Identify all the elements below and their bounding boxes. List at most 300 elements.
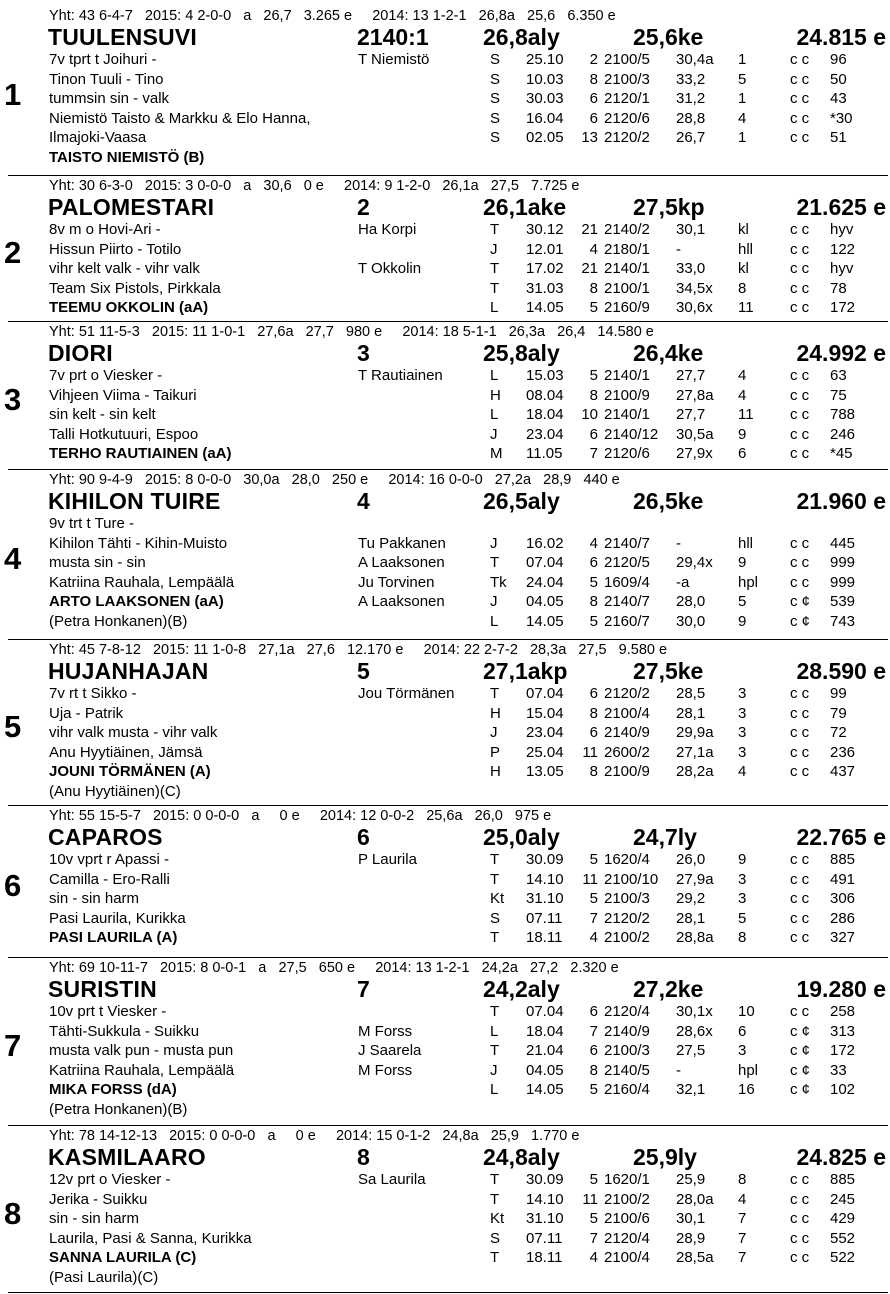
start-odds: hyv xyxy=(830,221,854,238)
start-race-number: 8 xyxy=(589,704,598,722)
start-odds: 51 xyxy=(830,129,847,147)
start-odds: 445 xyxy=(830,534,856,552)
start-distance-lane: 2100/6 xyxy=(604,1210,650,1228)
past-driver: T Okkolin xyxy=(358,260,422,278)
start-km-time: 30,1 xyxy=(676,1210,706,1228)
bottom-divider xyxy=(8,1292,888,1293)
start-odds: 72 xyxy=(830,724,847,742)
start-shoes: c c xyxy=(790,367,810,384)
start-track: T xyxy=(490,1171,500,1188)
start-placing: 4 xyxy=(738,109,747,127)
total-earnings: 24.815 e xyxy=(796,24,886,50)
start-odds: 75 xyxy=(830,386,847,404)
record-auto: 24,2aly xyxy=(483,976,560,1002)
start-distance-lane: 2140/1 xyxy=(604,406,650,424)
start-odds: 429 xyxy=(830,1210,856,1228)
start-km-time: 30,5a xyxy=(676,425,714,443)
info-line: 10v prt t Viesker - xyxy=(49,1003,167,1020)
start-odds: 258 xyxy=(830,1003,856,1020)
info-line: sin kelt - sin kelt xyxy=(49,406,156,424)
start-row xyxy=(490,1248,870,1268)
start-shoes: c c xyxy=(790,1190,810,1208)
start-date: 31.10 xyxy=(526,890,564,908)
start-placing: 9 xyxy=(738,612,747,630)
start-date: 15.04 xyxy=(526,704,564,722)
start-date: 23.04 xyxy=(526,425,564,443)
info-line: Niemistö Taisto & Markku & Elo Hanna, xyxy=(49,109,311,127)
start-track: T xyxy=(490,870,500,888)
start-shoes: c c xyxy=(790,1229,810,1247)
career-summary: Yht: 51 11-5-3 2015: 11 1-0-1 27,6a 27,7 980 e 2014: 18 5-1-1 26,3a 26,4 14.580 e xyxy=(49,324,654,340)
record-volt: 25,6ke xyxy=(633,24,704,50)
start-distance-lane: 2100/1 xyxy=(604,279,650,297)
entry-divider xyxy=(8,175,888,176)
start-shoes: c c xyxy=(790,1210,810,1228)
start-distance-lane: 2120/4 xyxy=(604,1229,650,1247)
start-placing: 3 xyxy=(738,890,747,908)
horse-name: PALOMESTARI xyxy=(48,194,215,220)
start-track: S xyxy=(490,70,501,88)
start-row xyxy=(490,889,870,909)
start-row xyxy=(490,612,870,632)
horse-name: KIHILON TUIRE xyxy=(48,488,221,514)
past-driver: Tu Pakkanen xyxy=(358,534,446,552)
start-row xyxy=(490,704,870,724)
driver-name: TERHO RAUTIAINEN (aA) xyxy=(49,445,232,463)
start-date: 04.05 xyxy=(526,593,564,611)
record-volt: 26,5ke xyxy=(633,488,704,514)
info-line: Jerika - Suikku xyxy=(49,1190,148,1208)
start-track: T xyxy=(490,1003,500,1020)
start-distance-lane: 2140/9 xyxy=(604,724,650,742)
start-distance-lane: 2100/4 xyxy=(604,1249,650,1267)
start-date: 31.10 xyxy=(526,1210,564,1228)
total-earnings: 22.765 e xyxy=(796,824,886,850)
record-auto: 25,0aly xyxy=(483,824,560,850)
horse-name: TUULENSUVI xyxy=(48,24,197,50)
driver-name: TEEMU OKKOLIN (aA) xyxy=(49,299,209,317)
career-summary: Yht: 30 6-3-0 2015: 3 0-0-0 a 30,6 0 e 2014: 9 1-2-0 26,1a 27,5 7.725 e xyxy=(49,178,580,194)
start-odds: 172 xyxy=(830,1042,856,1060)
start-race-number: 11 xyxy=(582,870,598,888)
start-track: L xyxy=(490,406,499,424)
entry-block xyxy=(0,322,890,470)
past-driver: T Niemistö xyxy=(358,51,430,68)
start-shoes: c c xyxy=(790,534,810,552)
start-placing: 3 xyxy=(738,704,747,722)
start-km-time: 28,0a xyxy=(676,1190,714,1208)
start-shoes: c c xyxy=(790,109,810,127)
start-shoes: c c xyxy=(790,51,810,68)
start-row xyxy=(490,366,870,386)
start-date: 14.05 xyxy=(526,299,564,317)
start-placing: 3 xyxy=(738,870,747,888)
start-date: 10.03 xyxy=(526,70,564,88)
info-line: Anu Hyytiäinen, Jämsä xyxy=(49,743,203,761)
start-placing: 5 xyxy=(738,593,747,611)
start-placing: 1 xyxy=(738,51,747,68)
start-km-time: 30,0 xyxy=(676,612,706,630)
start-race-number: 6 xyxy=(589,1003,598,1020)
start-placing: 3 xyxy=(738,1042,747,1060)
start-track: S xyxy=(490,51,501,68)
start-track: T xyxy=(490,554,500,572)
start-odds: 522 xyxy=(830,1249,856,1267)
record-volt: 27,2ke xyxy=(633,976,704,1002)
start-race-number: 8 xyxy=(589,70,598,88)
start-odds: 78 xyxy=(830,279,847,297)
info-line: musta valk pun - musta pun xyxy=(49,1042,234,1060)
start-track: T xyxy=(490,279,500,297)
start-track: S xyxy=(490,90,501,108)
start-distance-lane: 2100/10 xyxy=(604,870,659,888)
start-odds: 885 xyxy=(830,1171,856,1188)
start-odds: 63 xyxy=(830,367,847,384)
start-race-number: 8 xyxy=(589,279,598,297)
start-row xyxy=(490,240,870,260)
start-odds: 245 xyxy=(830,1190,856,1208)
start-race-number: 2 xyxy=(589,51,598,68)
horse-info xyxy=(49,850,186,948)
record-volt: 25,9ly xyxy=(633,1144,697,1170)
start-shoes: c c xyxy=(790,851,810,868)
start-date: 18.11 xyxy=(526,1249,563,1267)
start-km-time: 33,0 xyxy=(676,260,706,278)
start-race-number: 8 xyxy=(589,763,598,781)
start-race-number: 5 xyxy=(589,299,598,317)
start-shoes: c ¢ xyxy=(790,1061,811,1079)
start-distance-lane: 1609/4 xyxy=(604,573,650,591)
info-line: Katriina Rauhala, Lempäälä xyxy=(49,573,235,591)
info-line: 7v prt o Viesker - xyxy=(49,367,163,384)
info-line: Katriina Rauhala, Lempäälä xyxy=(49,1061,235,1079)
start-track: S xyxy=(490,909,501,927)
start-odds: 99 xyxy=(830,685,847,702)
start-distance-lane: 2120/4 xyxy=(604,1003,650,1020)
start-km-time: -a xyxy=(676,573,690,591)
start-row xyxy=(490,723,870,743)
start-km-time: 27,8a xyxy=(676,386,714,404)
start-date: 18.04 xyxy=(526,1022,564,1040)
start-race-number: 8 xyxy=(589,1061,598,1079)
start-track: S xyxy=(490,1229,501,1247)
driver-name: TAISTO NIEMISTÖ (B) xyxy=(49,148,205,166)
start-km-time: 30,1 xyxy=(676,221,706,238)
start-distance-lane: 2120/2 xyxy=(604,685,650,702)
info-line: sin - sin harm xyxy=(49,890,140,908)
start-placing: 8 xyxy=(738,1171,747,1188)
start-date: 18.04 xyxy=(526,406,564,424)
start-distance-lane: 2160/7 xyxy=(604,612,650,630)
start-row xyxy=(490,534,870,554)
start-km-time: 30,6x xyxy=(676,299,713,317)
start-shoes: c c xyxy=(790,870,810,888)
start-track: J xyxy=(490,724,498,742)
start-km-time: 28,0 xyxy=(676,593,706,611)
start-track: L xyxy=(490,1022,499,1040)
info-line: Ilmajoki-Vaasa xyxy=(49,129,147,147)
start-odds: 246 xyxy=(830,425,856,443)
entry-block xyxy=(0,1126,890,1294)
start-row xyxy=(490,928,870,948)
start-race-number: 5 xyxy=(589,851,598,868)
total-earnings: 24.992 e xyxy=(796,340,886,366)
start-race-number: 7 xyxy=(589,909,598,927)
total-earnings: 21.625 e xyxy=(796,194,886,220)
start-distance-lane: 2100/4 xyxy=(604,704,650,722)
start-km-time: 27,5 xyxy=(676,1042,706,1060)
start-odds: 43 xyxy=(830,90,847,108)
start-km-time: 29,2 xyxy=(676,890,706,908)
start-race-number: 6 xyxy=(589,90,598,108)
start-placing: 7 xyxy=(738,1249,747,1267)
start-km-time: 27,7 xyxy=(676,367,706,384)
info-line: 7v rt t Sikko - xyxy=(49,685,137,702)
record-auto: 24,8aly xyxy=(483,1144,560,1170)
start-race-number: 11 xyxy=(582,1190,598,1208)
start-row xyxy=(490,1170,870,1190)
start-shoes: c c xyxy=(790,260,810,278)
start-race-number: 4 xyxy=(589,929,598,947)
start-row xyxy=(490,850,870,870)
start-km-time: 33,2 xyxy=(676,70,706,88)
start-distance-lane: 2100/3 xyxy=(604,70,650,88)
start-date: 16.02 xyxy=(526,534,564,552)
info-line: 10v vprt r Apassi - xyxy=(49,851,170,868)
entry-divider xyxy=(8,639,888,640)
start-shoes: c c xyxy=(790,445,810,463)
start-shoes: c ¢ xyxy=(790,593,811,611)
entry-block xyxy=(0,640,890,806)
horse-info xyxy=(49,1170,252,1288)
info-line: Pasi Laurila, Kurikka xyxy=(49,909,186,927)
trainer-note: (Anu Hyytiäinen)(C) xyxy=(49,782,181,800)
info-line: Laurila, Pasi & Sanna, Kurikka xyxy=(49,1229,252,1247)
start-odds: 79 xyxy=(830,704,847,722)
info-line: Tähti-Sukkula - Suikku xyxy=(49,1022,200,1040)
info-line: 8v m o Hovi-Ari - xyxy=(49,221,161,238)
start-distance-lane: 2140/1 xyxy=(604,367,650,384)
start-placing: 8 xyxy=(738,279,747,297)
start-placing: hll xyxy=(738,240,754,258)
start-placing: 11 xyxy=(738,406,754,424)
start-placing: 4 xyxy=(738,386,747,404)
info-line: vihr kelt valk - vihr valk xyxy=(49,260,200,278)
start-shoes: c c xyxy=(790,1249,810,1267)
start-placing: 5 xyxy=(738,70,747,88)
start-km-time: 28,1 xyxy=(676,704,706,722)
start-row xyxy=(490,1229,870,1249)
start-row xyxy=(490,405,870,425)
entry-number: 2 xyxy=(4,235,22,270)
info-line: vihr valk musta - vihr valk xyxy=(49,724,218,742)
start-track: J xyxy=(490,1061,498,1079)
start-distance-lane: 2160/9 xyxy=(604,299,650,317)
start-race-number: 6 xyxy=(589,554,598,572)
start-track: L xyxy=(490,612,499,630)
start-shoes: c c xyxy=(790,1003,810,1020)
start-race-number: 5 xyxy=(589,890,598,908)
start-distance-lane: 2100/3 xyxy=(604,890,650,908)
start-odds: 999 xyxy=(830,554,856,572)
start-placing: kl xyxy=(738,260,749,278)
past-driver: P Laurila xyxy=(358,851,417,868)
start-distance: 2 xyxy=(357,194,370,220)
start-odds: 437 xyxy=(830,763,856,781)
start-shoes: c c xyxy=(790,386,810,404)
info-line: Uja - Patrik xyxy=(49,704,124,722)
start-date: 17.02 xyxy=(526,260,564,278)
record-auto: 26,8aly xyxy=(483,24,560,50)
start-distance: 7 xyxy=(357,976,370,1002)
start-distance-lane: 2100/9 xyxy=(604,386,650,404)
start-distance-lane: 2600/2 xyxy=(604,743,650,761)
start-km-time: 26,0 xyxy=(676,851,706,868)
start-km-time: 32,1 xyxy=(676,1081,706,1099)
start-distance-lane: 2100/5 xyxy=(604,51,650,68)
start-race-number: 6 xyxy=(589,109,598,127)
start-odds: 885 xyxy=(830,851,856,868)
start-km-time: 30,1x xyxy=(676,1003,713,1020)
trainer-note: (Petra Honkanen)(B) xyxy=(49,612,188,630)
start-shoes: c c xyxy=(790,406,810,424)
start-shoes: c c xyxy=(790,704,810,722)
start-km-time: 28,9 xyxy=(676,1229,706,1247)
start-shoes: c c xyxy=(790,90,810,108)
past-starts-table xyxy=(490,850,870,948)
start-km-time: 28,6x xyxy=(676,1022,713,1040)
start-date: 30.09 xyxy=(526,1171,564,1188)
start-odds: *45 xyxy=(830,445,853,463)
start-placing: 4 xyxy=(738,763,747,781)
record-volt: 27,5ke xyxy=(633,658,704,684)
start-row xyxy=(490,553,870,573)
start-shoes: c c xyxy=(790,299,810,317)
horse-name: SURISTIN xyxy=(48,976,157,1002)
career-summary: Yht: 78 14-12-13 2015: 0 0-0-0 a 0 e 2014: 15 0-1-2 24,8a 25,9 1.770 e xyxy=(49,1128,580,1144)
start-km-time: 27,7 xyxy=(676,406,706,424)
start-track: J xyxy=(490,534,498,552)
past-starts-table xyxy=(490,366,870,464)
past-driver: Jou Törmänen xyxy=(358,685,455,702)
trainer-note: (Petra Honkanen)(B) xyxy=(49,1100,188,1118)
start-km-time: 30,4a xyxy=(676,51,714,68)
record-auto: 26,5aly xyxy=(483,488,560,514)
start-placing: 9 xyxy=(738,851,747,868)
start-track: S xyxy=(490,129,501,147)
start-odds: 50 xyxy=(830,70,847,88)
start-shoes: c c xyxy=(790,685,810,702)
info-line: Camilla - Ero-Ralli xyxy=(49,870,170,888)
start-date: 07.11 xyxy=(526,909,563,927)
start-race-number: 7 xyxy=(589,445,598,463)
record-auto: 27,1akp xyxy=(483,658,568,684)
start-odds: 236 xyxy=(830,743,856,761)
start-km-time: 26,7 xyxy=(676,129,706,147)
past-driver: Ju Torvinen xyxy=(358,573,435,591)
start-row xyxy=(490,870,870,890)
start-date: 15.03 xyxy=(526,367,564,384)
start-date: 07.04 xyxy=(526,1003,564,1020)
start-odds: 539 xyxy=(830,593,856,611)
start-row xyxy=(490,573,870,593)
start-km-time: 27,1a xyxy=(676,743,714,761)
start-row xyxy=(490,259,870,279)
start-shoes: c c xyxy=(790,1171,810,1188)
start-date: 14.10 xyxy=(526,870,564,888)
info-line: Team Six Pistols, Pirkkala xyxy=(49,279,221,297)
start-odds: 122 xyxy=(830,240,856,258)
start-odds: 743 xyxy=(830,612,856,630)
driver-name: PASI LAURILA (A) xyxy=(49,929,178,947)
info-line: Tinon Tuuli - Tino xyxy=(49,70,164,88)
info-line: 7v tprt t Joihuri - xyxy=(49,51,157,68)
start-track: T xyxy=(490,221,500,238)
start-distance-lane: 2100/3 xyxy=(604,1042,650,1060)
start-odds: 33 xyxy=(830,1061,847,1079)
start-km-time: - xyxy=(676,534,681,552)
start-shoes: c c xyxy=(790,929,810,947)
start-km-time: 29,4x xyxy=(676,554,713,572)
start-track: M xyxy=(490,445,503,463)
horse-info xyxy=(49,1002,234,1120)
start-race-number: 5 xyxy=(589,367,598,384)
start-track: H xyxy=(490,704,501,722)
start-placing: hpl xyxy=(738,573,759,591)
start-date: 08.04 xyxy=(526,386,564,404)
start-distance: 6 xyxy=(357,824,370,850)
start-shoes: c c xyxy=(790,573,810,591)
start-shoes: c c xyxy=(790,240,810,258)
start-date: 07.04 xyxy=(526,554,564,572)
info-line: sin - sin harm xyxy=(49,1210,140,1228)
start-date: 25.10 xyxy=(526,51,564,68)
start-row xyxy=(490,50,870,70)
start-shoes: c ¢ xyxy=(790,1042,811,1060)
start-shoes: c c xyxy=(790,70,810,88)
start-distance-lane: 2120/1 xyxy=(604,90,650,108)
start-race-number: 6 xyxy=(589,724,598,742)
start-placing: 9 xyxy=(738,554,747,572)
info-line: 9v trt t Ture - xyxy=(49,515,135,532)
horse-info xyxy=(49,50,311,168)
start-distance: 8 xyxy=(357,1144,370,1170)
start-placing: 3 xyxy=(738,743,747,761)
start-odds: 552 xyxy=(830,1229,856,1247)
start-row xyxy=(490,444,870,464)
start-race-number: 10 xyxy=(581,406,598,424)
start-race-number: 6 xyxy=(589,1042,598,1060)
info-line: tummsin sin - valk xyxy=(49,90,170,108)
total-earnings: 28.590 e xyxy=(796,658,886,684)
start-row xyxy=(490,909,870,929)
start-km-time: 25,9 xyxy=(676,1171,706,1188)
start-row xyxy=(490,1041,870,1061)
start-date: 04.05 xyxy=(526,1061,564,1079)
start-km-time: 34,5x xyxy=(676,279,713,297)
start-placing: 4 xyxy=(738,1190,747,1208)
start-odds: 999 xyxy=(830,573,856,591)
start-km-time: 29,9a xyxy=(676,724,714,742)
start-row xyxy=(490,220,870,240)
past-driver: M Forss xyxy=(358,1061,413,1079)
start-km-time: 28,8 xyxy=(676,109,706,127)
start-race-number: 4 xyxy=(589,240,598,258)
start-race-number: 7 xyxy=(589,1229,598,1247)
entry-number: 5 xyxy=(4,709,22,744)
driver-name: SANNA LAURILA (C) xyxy=(49,1249,197,1267)
start-distance-lane: 2140/1 xyxy=(604,260,650,278)
